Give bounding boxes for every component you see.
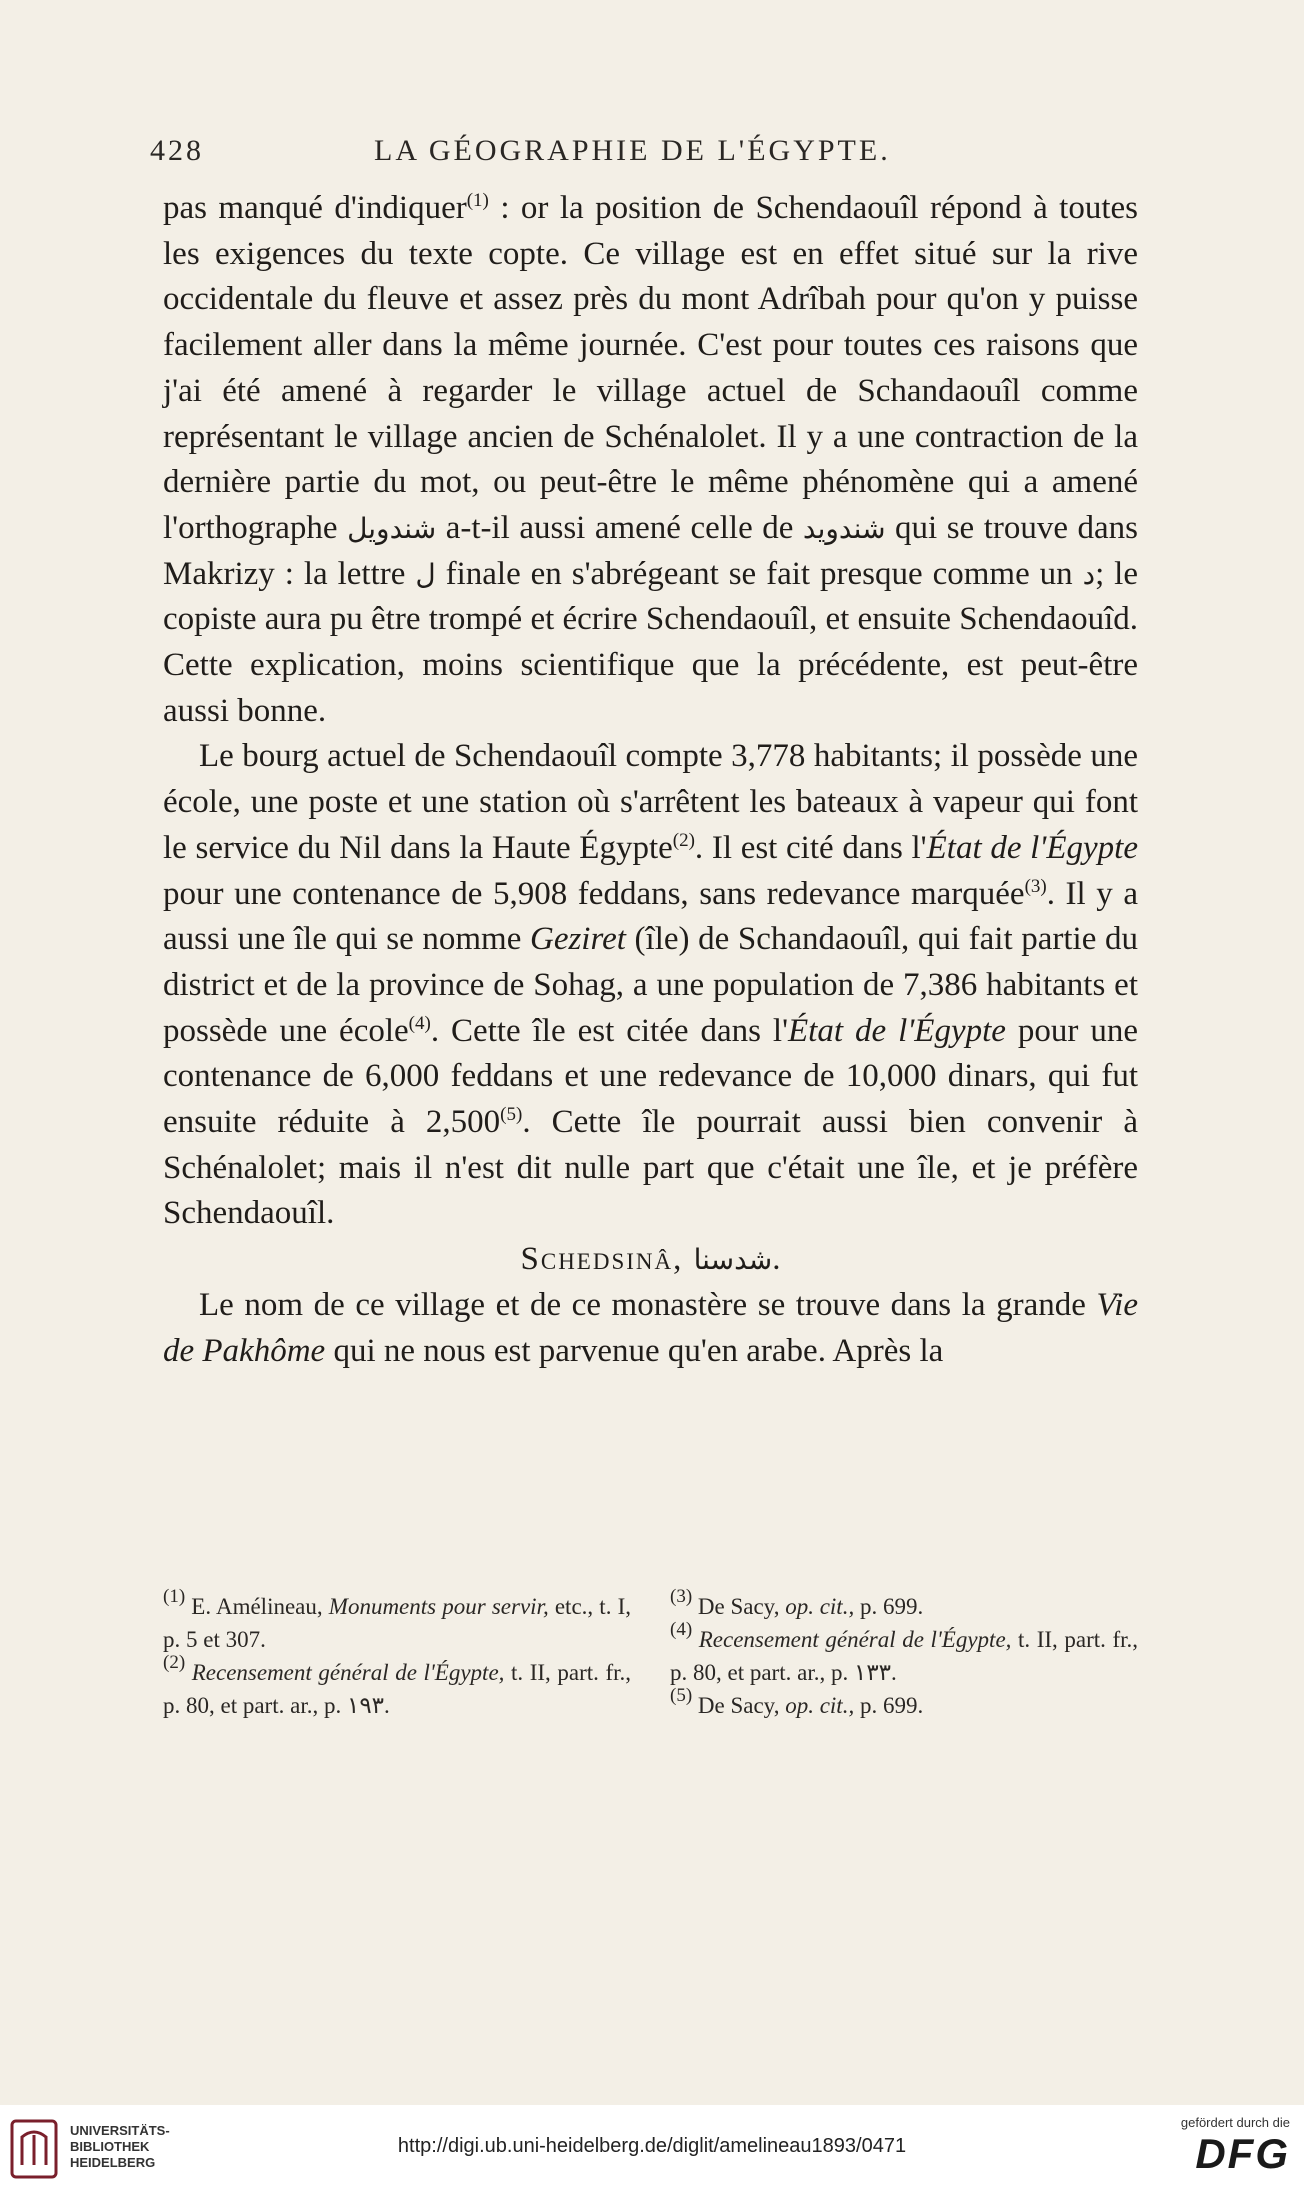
body-text bbox=[163, 186, 1138, 1374]
section-heading-latin: Schedsinâ, bbox=[520, 1241, 684, 1278]
footnote-mark: (4) bbox=[670, 1619, 693, 1640]
text-run: . Il y a aussi une île qui se nomme bbox=[163, 875, 1138, 958]
text-run: E. Amélineau, bbox=[185, 1594, 329, 1619]
footnote-mark: (3) bbox=[670, 1586, 693, 1607]
paragraph-3 bbox=[163, 1283, 1138, 1374]
text-run: pour une contenance de 5,908 feddans, sans redevance marquée bbox=[163, 875, 1025, 912]
running-title: LA GÉOGRAPHIE DE L'ÉGYPTE. bbox=[374, 134, 891, 167]
footnote-4 bbox=[670, 1619, 1138, 1689]
italic-title: Recensement général de l'Égypte, bbox=[692, 1627, 1012, 1652]
text-run: pour une contenance de 6,000 feddans et une redevance de 10,000 dinars, qui fut ensuite réduite à 2,500 bbox=[163, 1012, 1138, 1141]
italic-title: op. cit., bbox=[785, 1693, 855, 1718]
italic-title: Monuments pour servir, bbox=[328, 1594, 549, 1619]
footnotes bbox=[163, 1586, 1138, 1722]
text-run: . Cette île est citée dans l' bbox=[430, 1012, 789, 1049]
italic-title: État de l'Égypte bbox=[926, 829, 1138, 866]
text-run: etc., t. I, p. 5 et 307. bbox=[163, 1594, 631, 1652]
italic-title: Recensement général de l'Égypte, bbox=[185, 1660, 505, 1685]
text-run: (île) de Schandaouîl, qui fait partie du district et de la province de Sohag, a une population de 7,386 habitants et possède une école bbox=[163, 921, 1138, 1049]
funder-caption: gefördert durch die bbox=[1180, 2115, 1290, 2130]
text-run: p. 699. bbox=[854, 1693, 924, 1718]
footnote-mark: (1) bbox=[163, 1586, 186, 1607]
footnotes-right-column bbox=[670, 1586, 1138, 1722]
footnotes-left-column bbox=[163, 1586, 631, 1722]
footnote-ref-4: (4) bbox=[408, 1012, 431, 1034]
footnote-ref-1: (1) bbox=[466, 190, 489, 211]
text-run: : or la position de Schendaouîl répond à toutes les exigences du texte copte. Ce village est en effet situé sur la rive occidentale du fleuve et assez près du mont Adrîbah pour qu'on y puisse facilement aller dans la même journée. C'est pour toutes ces raisons que j'ai été amené à regarder le village actuel de Schandaouîl comme représentant le village ancien de Schénalolet. Il y a une contraction de la dernière partie du mot, ou peut-être le même phénomène qui a amené l'orthographe bbox=[163, 190, 1138, 546]
section-heading bbox=[163, 1237, 1138, 1283]
footnote-ref-3: (3) bbox=[1024, 875, 1047, 897]
text-run: t. II, part. fr., p. 80, et part. ar., p. ١٩٣. bbox=[163, 1660, 631, 1718]
text-run: . Il est cité dans l' bbox=[694, 829, 927, 866]
page-number: 428 bbox=[150, 134, 204, 167]
text-run: pas manqué d'indiquer bbox=[163, 190, 467, 226]
footnote-5 bbox=[670, 1685, 1138, 1722]
dfg-logo: DFG bbox=[1195, 2130, 1290, 2177]
footnote-ref-5: (5) bbox=[500, 1104, 523, 1126]
text-run: De Sacy, bbox=[692, 1693, 786, 1718]
institution-line: HEIDELBERG bbox=[70, 2155, 156, 2170]
footnote-2 bbox=[163, 1652, 631, 1722]
institution-line: BIBLIOTHEK bbox=[70, 2139, 150, 2154]
footnote-mark: (5) bbox=[670, 1685, 693, 1706]
source-url[interactable]: http://digi.ub.uni-heidelberg.de/diglit/amelineau1893/0471 bbox=[397, 2135, 907, 2157]
text-run: Le bourg actuel de Schendaouîl compte 3,778 habitants; il possède une école, une poste et une station où s'arrêtent les bateaux à vapeur qui font le service du Nil dans la Haute Égypte bbox=[163, 738, 1138, 866]
paragraph-1 bbox=[163, 186, 1138, 734]
text-run: qui se trouve dans Makrizy : la lettre bbox=[163, 509, 1138, 592]
footnote-ref-2: (2) bbox=[672, 829, 695, 851]
text-run: Le nom de ce village et de ce monastère se trouve dans la grande bbox=[199, 1286, 1097, 1323]
italic-title: Vie de Pakhôme bbox=[163, 1286, 1138, 1369]
footnote-1 bbox=[163, 1586, 631, 1656]
italic-title: État de l'Égypte bbox=[788, 1012, 1006, 1049]
text-run: . Cette île pourrait aussi bien convenir à Schénalolet; mais il n'est dit nulle part que c'était une île, et je préfère Schendaouîl. bbox=[163, 1104, 1138, 1232]
text-run: finale en s'abrégeant se fait presque comme un bbox=[435, 555, 1083, 592]
arabic-letter: د bbox=[1082, 557, 1096, 591]
text-run: qui ne nous est parvenue qu'en arabe. Après la bbox=[325, 1332, 944, 1369]
arabic-word: شندويد bbox=[802, 511, 886, 545]
italic-title: op. cit., bbox=[785, 1594, 855, 1619]
text-run: . bbox=[772, 1241, 781, 1278]
text-run: De Sacy, bbox=[692, 1594, 786, 1619]
italic-term: Geziret bbox=[529, 921, 626, 958]
text-run: p. 699. bbox=[854, 1594, 924, 1619]
section-heading-arabic: شدسنا bbox=[693, 1243, 773, 1277]
text-run: a-t-il aussi amené celle de bbox=[436, 509, 803, 546]
footnote-3 bbox=[670, 1586, 1138, 1623]
footnote-mark: (2) bbox=[163, 1652, 186, 1673]
text-run: t. II, part. fr., p. 80, et part. ar., p. ١٣٣. bbox=[670, 1627, 1138, 1685]
footer-bar bbox=[0, 2105, 1304, 2193]
arabic-word: شندويل bbox=[347, 511, 437, 545]
institution-line: UNIVERSITÄTS- bbox=[70, 2123, 170, 2138]
text-run: ; le copiste aura pu être trompé et écrire Schendaouîl, et ensuite Schendaouîd. Cette explication, moins scientifique que la précédente, est peut-être aussi bonne. bbox=[163, 555, 1138, 729]
paragraph-2 bbox=[163, 734, 1138, 1237]
arabic-letter: ل bbox=[415, 557, 436, 591]
funder-block bbox=[1181, 2115, 1290, 2178]
